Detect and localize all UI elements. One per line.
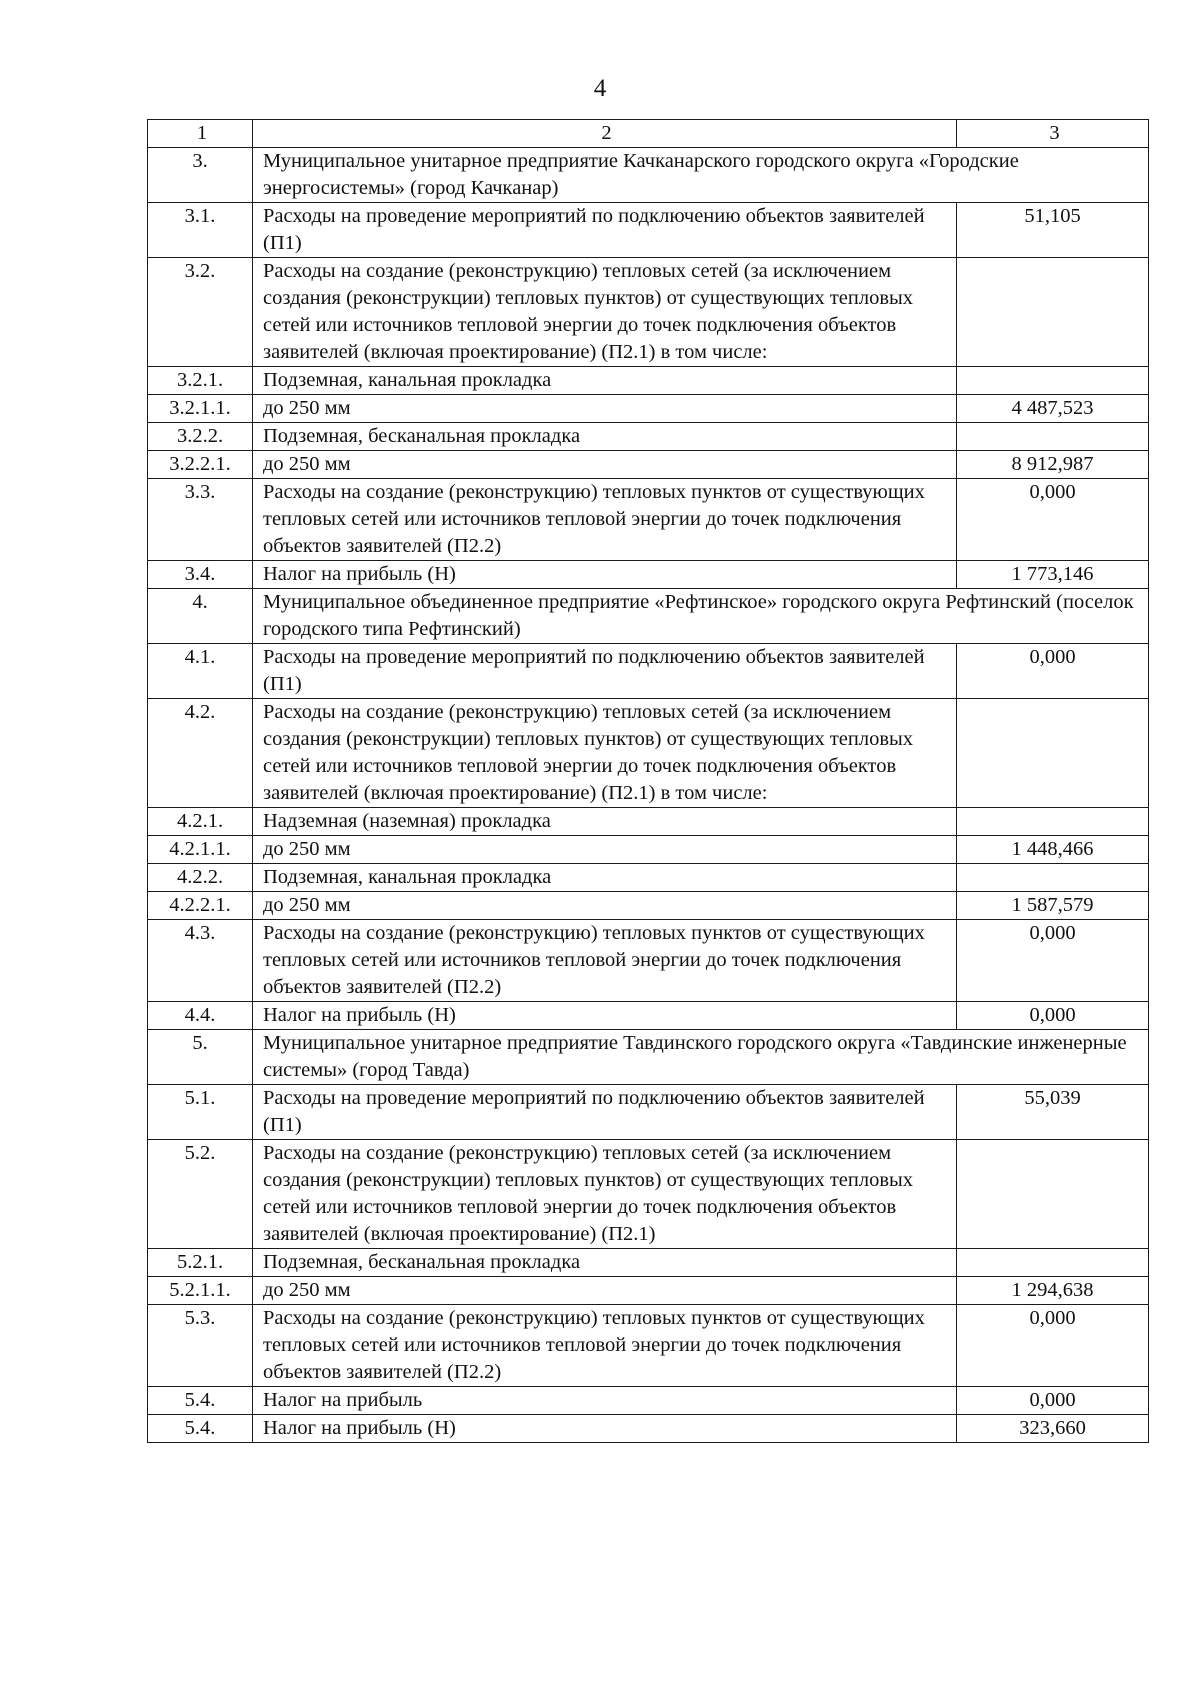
- row-description: Подземная, канальная прокладка: [253, 864, 957, 892]
- table-body: [148, 120, 1149, 1443]
- row-number: 5.3.: [148, 1305, 253, 1387]
- table-row: [148, 589, 1149, 644]
- page-number: 4: [593, 75, 607, 102]
- row-value: 0,000: [957, 920, 1149, 1002]
- row-number: 4.4.: [148, 1002, 253, 1030]
- row-value: 1 294,638: [957, 1277, 1149, 1305]
- table-header-row: [148, 120, 1149, 148]
- row-number: 4.1.: [148, 644, 253, 699]
- row-value: [957, 699, 1149, 808]
- row-number: 3.4.: [148, 561, 253, 589]
- row-number: 4.2.2.: [148, 864, 253, 892]
- table-row: [148, 1387, 1149, 1415]
- row-number: 4.2.1.1.: [148, 836, 253, 864]
- row-number: 4.3.: [148, 920, 253, 1002]
- table-row: [148, 920, 1149, 1002]
- row-description: Налог на прибыль (Н): [253, 561, 957, 589]
- row-description: Подземная, бесканальная прокладка: [253, 1249, 957, 1277]
- row-number: 3.2.1.1.: [148, 395, 253, 423]
- row-description: Надземная (наземная) прокладка: [253, 808, 957, 836]
- table-row: [148, 808, 1149, 836]
- row-value: 0,000: [957, 479, 1149, 561]
- row-number: 3.1.: [148, 203, 253, 258]
- row-number: 3.2.: [148, 258, 253, 367]
- row-description: Расходы на проведение мероприятий по подключению объектов заявителей (П1): [253, 644, 957, 699]
- table-row: [148, 1140, 1149, 1249]
- row-description: до 250 мм: [253, 1277, 957, 1305]
- table-row: [148, 1249, 1149, 1277]
- row-value: 0,000: [957, 1387, 1149, 1415]
- row-number: 5.4.: [148, 1415, 253, 1443]
- table-row: [148, 644, 1149, 699]
- table-row: [148, 148, 1149, 203]
- table-row: [148, 203, 1149, 258]
- row-description: до 250 мм: [253, 892, 957, 920]
- table-row: [148, 892, 1149, 920]
- row-description: Расходы на создание (реконструкцию) тепловых сетей (за исключением создания (реконструкции) тепловых пунктов) от существующих тепловых сетей или источников тепловой энергии до точек подключения объектов заявителей (включая проектирование) (П2.1) в том числе:: [253, 699, 957, 808]
- row-value: 55,039: [957, 1085, 1149, 1140]
- row-value: [957, 864, 1149, 892]
- row-value: [957, 258, 1149, 367]
- row-description: Подземная, бесканальная прокладка: [253, 423, 957, 451]
- row-number: 3.: [148, 148, 253, 203]
- table-row: [148, 1030, 1149, 1085]
- row-description: Расходы на создание (реконструкцию) тепловых пунктов от существующих тепловых сетей или источников тепловой энергии до точек подключения объектов заявителей (П2.2): [253, 479, 957, 561]
- tariff-table: [147, 119, 1149, 1443]
- row-description: Расходы на проведение мероприятий по подключению объектов заявителей (П1): [253, 203, 957, 258]
- table-row: [148, 1305, 1149, 1387]
- row-value: 0,000: [957, 1305, 1149, 1387]
- row-value: 0,000: [957, 1002, 1149, 1030]
- table-row: [148, 1415, 1149, 1443]
- row-description: до 250 мм: [253, 451, 957, 479]
- row-number: 3.2.2.: [148, 423, 253, 451]
- table-row: [148, 423, 1149, 451]
- table-row: [148, 367, 1149, 395]
- table-row: [148, 395, 1149, 423]
- row-number: 3.2.1.: [148, 367, 253, 395]
- row-value: [957, 367, 1149, 395]
- row-description: Расходы на проведение мероприятий по подключению объектов заявителей (П1): [253, 1085, 957, 1140]
- table-row: [148, 451, 1149, 479]
- table-row: [148, 1002, 1149, 1030]
- organization-name: Муниципальное унитарное предприятие Качканарского городского округа «Городские энергосистемы» (город Качканар): [253, 148, 1149, 203]
- row-value: 0,000: [957, 644, 1149, 699]
- row-description: до 250 мм: [253, 836, 957, 864]
- row-number: 5.1.: [148, 1085, 253, 1140]
- row-description: Подземная, канальная прокладка: [253, 367, 957, 395]
- row-number: 5.2.1.1.: [148, 1277, 253, 1305]
- row-number: 5.4.: [148, 1387, 253, 1415]
- row-number: 4.2.: [148, 699, 253, 808]
- row-number: 3.3.: [148, 479, 253, 561]
- row-value: 1 773,146: [957, 561, 1149, 589]
- table-row: [148, 561, 1149, 589]
- row-value: 51,105: [957, 203, 1149, 258]
- row-value: [957, 808, 1149, 836]
- row-description: Расходы на создание (реконструкцию) тепловых сетей (за исключением создания (реконструкции) тепловых пунктов) от существующих тепловых сетей или источников тепловой энергии до точек подключения объектов заявителей (включая проектирование) (П2.1) в том числе:: [253, 258, 957, 367]
- row-description: Налог на прибыль (Н): [253, 1415, 957, 1443]
- row-value: [957, 423, 1149, 451]
- table-row: [148, 258, 1149, 367]
- row-number: 5.2.1.: [148, 1249, 253, 1277]
- row-value: 1 587,579: [957, 892, 1149, 920]
- table-row: [148, 479, 1149, 561]
- row-number: 4.2.2.1.: [148, 892, 253, 920]
- header-col-1: 1: [148, 120, 253, 148]
- row-number: 3.2.2.1.: [148, 451, 253, 479]
- row-description: Расходы на создание (реконструкцию) тепловых пунктов от существующих тепловых сетей или источников тепловой энергии до точек подключения объектов заявителей (П2.2): [253, 1305, 957, 1387]
- row-value: 8 912,987: [957, 451, 1149, 479]
- row-number: 5.2.: [148, 1140, 253, 1249]
- header-col-2: 2: [253, 120, 957, 148]
- row-description: до 250 мм: [253, 395, 957, 423]
- row-value: [957, 1140, 1149, 1249]
- row-number: 4.2.1.: [148, 808, 253, 836]
- header-col-3: 3: [957, 120, 1149, 148]
- row-value: 1 448,466: [957, 836, 1149, 864]
- row-value: 4 487,523: [957, 395, 1149, 423]
- table-row: [148, 864, 1149, 892]
- organization-name: Муниципальное объединенное предприятие «Рефтинское» городского округа Рефтинский (поселок городского типа Рефтинский): [253, 589, 1149, 644]
- organization-name: Муниципальное унитарное предприятие Тавдинского городского округа «Тавдинские инженерные системы» (город Тавда): [253, 1030, 1149, 1085]
- row-description: Расходы на создание (реконструкцию) тепловых сетей (за исключением создания (реконструкции) тепловых пунктов) от существующих тепловых сетей или источников тепловой энергии до точек подключения объектов заявителей (включая проектирование) (П2.1): [253, 1140, 957, 1249]
- row-description: Налог на прибыль (Н): [253, 1002, 957, 1030]
- table-row: [148, 1085, 1149, 1140]
- row-number: 5.: [148, 1030, 253, 1085]
- row-description: Расходы на создание (реконструкцию) тепловых пунктов от существующих тепловых сетей или источников тепловой энергии до точек подключения объектов заявителей (П2.2): [253, 920, 957, 1002]
- row-value: [957, 1249, 1149, 1277]
- row-number: 4.: [148, 589, 253, 644]
- table-row: [148, 836, 1149, 864]
- row-value: 323,660: [957, 1415, 1149, 1443]
- table-row: [148, 699, 1149, 808]
- row-description: Налог на прибыль: [253, 1387, 957, 1415]
- table-row: [148, 1277, 1149, 1305]
